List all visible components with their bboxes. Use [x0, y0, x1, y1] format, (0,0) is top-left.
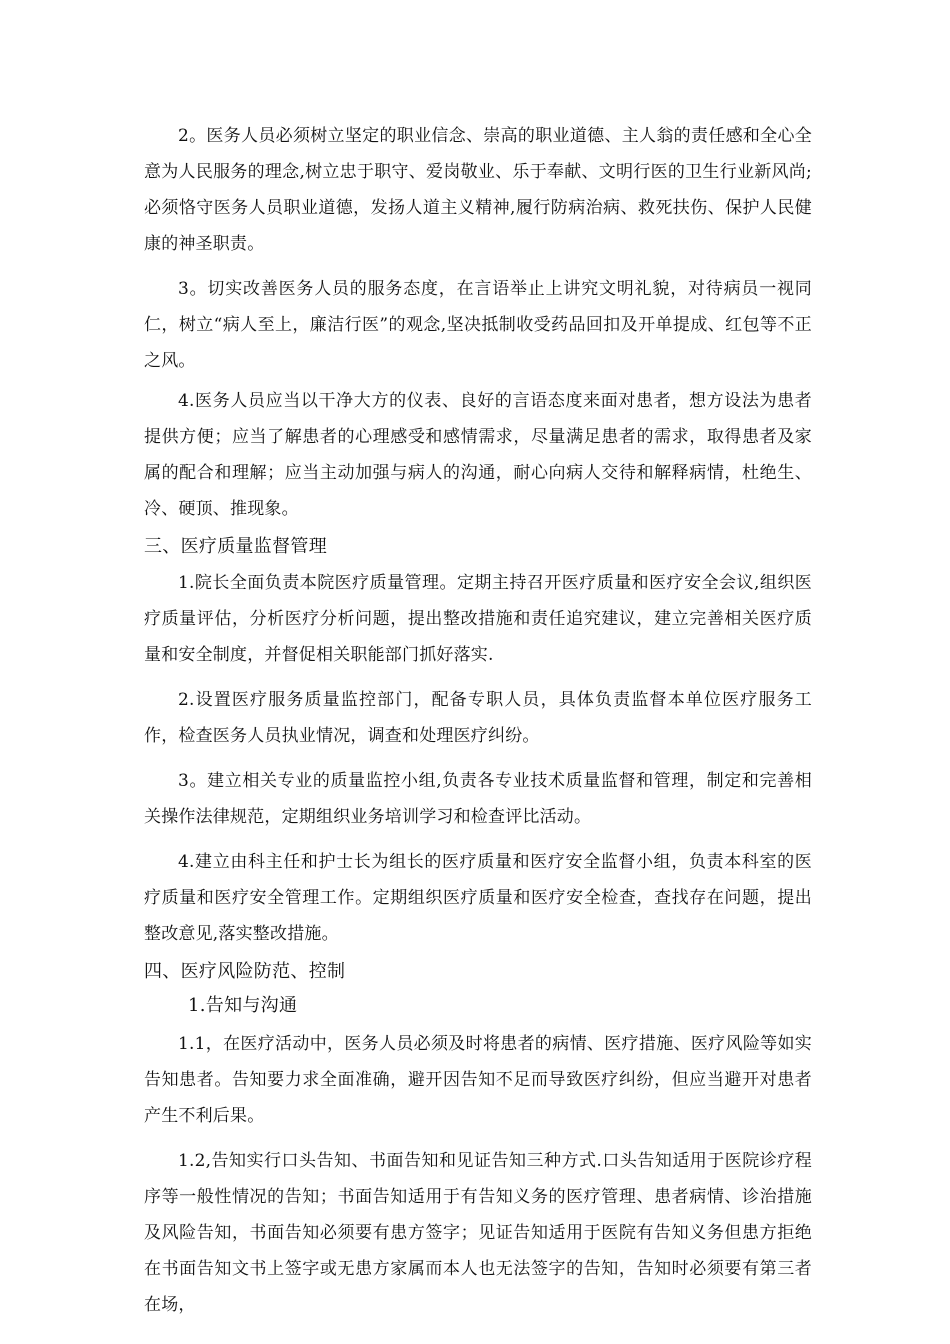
subsection-heading-1: 1.告知与沟通 [188, 995, 298, 1016]
section-heading-3: 三、医疗质量监督管理 [144, 536, 327, 557]
paragraph-2: 2。医务人员必须树立坚定的职业信念、崇高的职业道德、主人翁的责任感和全心全意为人民服务的理念,树立忠于职守、爱岗敬业、乐于奉献、文明行医的卫生行业新风尚;必须恪守医务人员职业道德，发扬人道主义精神,履行防病治病、救死扶伤、保护人民健康的神圣职责。 [144, 126, 812, 254]
paragraph-4: 4.医务人员应当以干净大方的仪表、良好的言语态度来面对患者，想方设法为患者提供方便；应当了解患者的心理感受和感情需求，尽量满足患者的需求，取得患者及家属的配合和理解；应当主动加强与病人的沟通，耐心向病人交待和解释病情，杜绝生、冷、硬顶、推现象。 [144, 391, 812, 519]
paragraph-notice-1-1: 1.1，在医疗活动中，医务人员必须及时将患者的病情、医疗措施、医疗风险等如实告知患者。告知要力求全面准确，避开因告知不足而导致医疗纠纷，但应当避开对患者产生不利后果。 [144, 1034, 812, 1126]
paragraph-notice-1-2: 1.2,告知实行口头告知、书面告知和见证告知三种方式.口头告知适用于医院诊疗程序等一般性情况的告知；书面告知适用于有告知义务的医疗管理、患者病情、诊治措施及风险告知，书面告知必须要有患方签字；见证告知适用于医院有告知义务但患方拒绝在书面告知文书上签字或无患方家属而本人也无法签字的告知，告知时必须要有第三者在场， [144, 1151, 812, 1315]
document-page [144, 118, 812, 1332]
paragraph-quality-4: 4.建立由科主任和护士长为组长的医疗质量和医疗安全监督小组，负责本科室的医疗质量和医疗安全管理工作。定期组织医疗质量和医疗安全检查，查找存在问题，提出整改意见,落实整改措施。 [144, 852, 812, 944]
paragraph-quality-1: 1.院长全面负责本院医疗质量管理。定期主持召开医疗质量和医疗安全会议,组织医疗质量评估，分析医疗分析问题，提出整改措施和责任追究建议，建立完善相关医疗质量和安全制度，并督促相关职能部门抓好落实. [144, 573, 812, 665]
paragraph-quality-3: 3。建立相关专业的质量监控小组,负责各专业技术质量监督和管理，制定和完善相关操作法律规范，定期组织业务培训学习和检查评比活动。 [144, 771, 812, 827]
paragraph-quality-2: 2.设置医疗服务质量监控部门，配备专职人员，具体负责监督本单位医疗服务工作，检查医务人员执业情况，调查和处理医疗纠纷。 [144, 690, 812, 746]
section-heading-4: 四、医疗风险防范、控制 [144, 961, 346, 982]
paragraph-3: 3。切实改善医务人员的服务态度，在言语举止上讲究文明礼貌，对待病员一视同仁，树立“病人至上，廉洁行医”的观念,坚决抵制收受药品回扣及开单提成、红包等不正之风。 [144, 279, 812, 371]
